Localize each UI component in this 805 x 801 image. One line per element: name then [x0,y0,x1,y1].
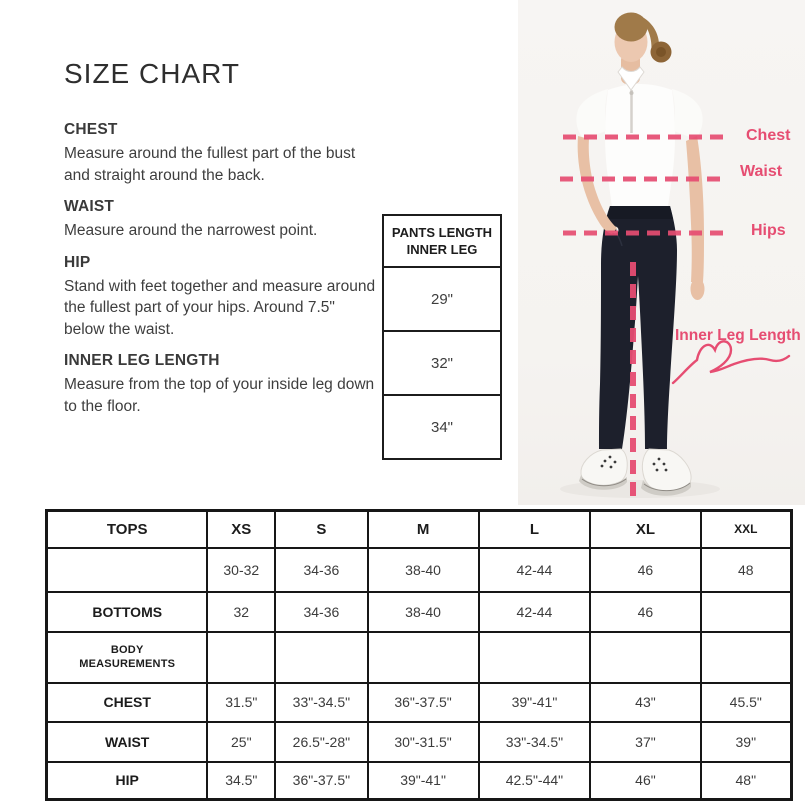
row-label: WAIST [47,722,208,762]
size-value-cell [275,632,367,683]
size-col-header: XL [590,511,700,548]
table-row [47,722,792,762]
heart-squiggle-icon [673,341,789,383]
model-figure-illustration [518,0,805,505]
table-row [47,632,792,683]
instruction-heading: WAIST [64,198,115,215]
size-value-cell: 33"-34.5" [479,722,591,762]
size-value-cell: 30-32 [207,548,275,592]
instruction-chest [64,121,379,186]
size-value-cell: 46" [590,762,700,800]
row-label: BODY MEASUREMENTS [47,632,208,683]
instruction-body: Measure around the narrowest point. [64,222,318,239]
instruction-inner-leg [64,352,379,417]
row-label [47,548,208,592]
size-col-header: XXL [701,511,792,548]
size-value-cell: 48 [701,548,792,592]
model-zip-pull [630,91,634,95]
size-value-cell: 48" [701,762,792,800]
size-value-cell: 25" [207,722,275,762]
size-table-header-row [47,511,792,548]
model-polo-torso [605,84,675,206]
pants-length-header-line1: PANTS LENGTH [391,225,493,240]
hips-line-label: Hips [751,222,786,239]
size-table-body [47,548,792,800]
size-value-cell: 46 [590,548,700,592]
instruction-body: Measure around the fullest part of the bust and straight around the back. [64,145,356,184]
model-right-hand [691,278,705,300]
size-value-cell: 38-40 [368,548,479,592]
inner-leg-line-label: Inner Leg Length [675,327,801,344]
size-col-header: XS [207,511,275,548]
size-value-cell: 26.5"-28" [275,722,367,762]
size-value-cell: 46 [590,592,700,632]
table-row [47,762,792,800]
waist-line-label: Waist [740,163,783,180]
table-row [47,548,792,592]
size-value-cell: 30"-31.5" [368,722,479,762]
size-value-cell: 45.5" [701,683,792,722]
pants-length-table [382,214,502,460]
instruction-body: Measure from the top of your inside leg down to the floor. [64,376,375,415]
size-value-cell: 42-44 [479,548,591,592]
size-col-header: TOPS [47,511,208,548]
table-row [47,592,792,632]
size-value-cell: 38-40 [368,592,479,632]
size-value-cell: 31.5" [207,683,275,722]
instruction-body: Stand with feet together and measure around the fullest part of your hips. Around 7.5" below the waist. [64,277,376,338]
table-row [47,683,792,722]
row-label: BOTTOMS [47,592,208,632]
size-value-cell: 34-36 [275,592,367,632]
pants-length-value: 29" [384,266,500,330]
size-value-cell [207,632,275,683]
pants-length-value: 32" [384,330,500,394]
row-label: CHEST [47,683,208,722]
size-value-cell: 39" [701,722,792,762]
model-photo [518,0,805,505]
size-value-cell: 37" [590,722,700,762]
size-value-cell: 42.5"-44" [479,762,591,800]
size-col-header: M [368,511,479,548]
page-title: SIZE CHART [64,58,240,89]
pants-length-value: 34" [384,394,500,458]
instruction-heading: INNER LEG LENGTH [64,352,220,369]
pants-length-header-line2: INNER LEG [406,242,478,257]
size-value-cell: 36"-37.5" [368,683,479,722]
pants-length-table-header [384,216,500,266]
size-value-cell: 43" [590,683,700,722]
model-polo-left-sleeve [576,89,608,139]
instruction-heading: HIP [64,253,91,271]
size-value-cell: 33"-34.5" [275,683,367,722]
measuring-instructions [64,121,379,429]
size-value-cell [701,632,792,683]
chest-line-label: Chest [746,127,791,144]
instruction-heading: CHEST [64,121,118,138]
model-hair [615,13,648,42]
row-label: HIP [47,762,208,800]
size-value-cell [590,632,700,683]
size-col-header: L [479,511,591,548]
model-hair-bun-swirl [656,47,666,57]
size-col-header: S [275,511,367,548]
size-value-cell: 34.5" [207,762,275,800]
model-pants-waistband [607,206,673,219]
size-value-cell: 42-44 [479,592,591,632]
size-value-cell: 32 [207,592,275,632]
size-value-cell [701,592,792,632]
size-value-cell: 39"-41" [479,683,591,722]
model-polo-right-sleeve [672,89,703,139]
instruction-hip [64,254,379,341]
size-value-cell [479,632,591,683]
size-table [45,509,793,801]
size-value-cell: 36"-37.5" [275,762,367,800]
size-value-cell [368,632,479,683]
size-value-cell: 39"-41" [368,762,479,800]
model-pants [599,206,677,449]
size-table-container [45,509,793,801]
model-right-arm [686,136,704,282]
instruction-waist [64,198,379,242]
size-value-cell: 34-36 [275,548,367,592]
